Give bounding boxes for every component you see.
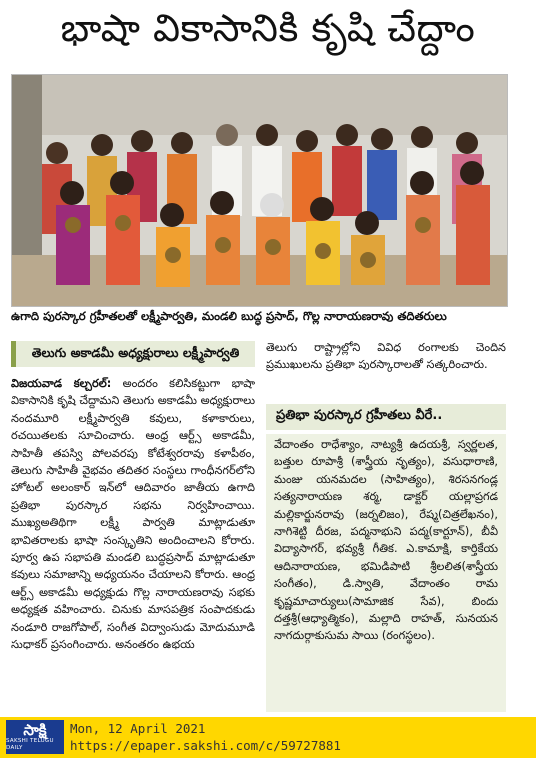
photo-caption: ఉగాది పురస్కార గ్రహీతలతో లక్ష్మీపార్వతి, మండలి బుద్ధ ప్రసాద్, గొల్ల నారాయణరావు తదితరులు <box>11 309 447 323</box>
epaper-link[interactable]: https://epaper.sakshi.com/c/59727881 <box>70 738 341 753</box>
logo-tagline: SAKSHI TELUGU DAILY <box>6 738 54 751</box>
publication-date: Mon, 12 April 2021 <box>70 721 206 736</box>
epaper-footer <box>0 717 536 758</box>
group-photo <box>11 74 508 307</box>
awardees-box-title: ప్రతిభా పురస్కార గ్రహీతలు వీరే.. <box>266 404 506 430</box>
awardees-list: వేదాంతం రాధేశ్యాం, నాట్యశ్రీ ఉదయశ్రీ, స్వర్ణలత, బత్తుల రూపాశ్రీ (శాస్త్రీయ నృత్యం), వసుధారాణి, మంజు యనమదల (సాహిత్యం), శిరసనగండ్ల సత్యనారాయణ శర్మ, డాక్టర్ యల్లాప్రగడ మల్లికార్జునరావు (జర్నలిజం), రేష్మ(చిత్రలేఖనం), నాగిశెట్టి దీరజ, పద్మనాభుని పద్మ(కార్టూన్), బీవీ విద్యాసాగర్, భవ్యశ్రీ గీతిక. ఎ.కామాక్షి, కార్తికేయ ఆదినారాయణ, భమిడిపాటి శ్రీలలిత(శాస్త్రీయ సంగీతం), డి.స్వాతి, వేదాంతం రామ కృష్ణమాచార్యులు(సామాజిక సేవ), బిందు దత్తశ్రీ(ఆధ్యాత్మికం), మల్లాది రాహత్, సునయన నాగదుర్గాకుసుమ సాయి (రంగస్థలం). <box>274 438 498 643</box>
body-text-col1: అందరం కలిసికట్టుగా భాషా వికాసానికి కృషి చేద్దామని తెలుగు అకాడమీ అధ్యక్షురాలు నందమూరి లక్ష్మీపార్వతి కవులు, కళాకారులు, రచయితలకు సూచించారు. ఆంధ్ర ఆర్ట్స్ అకాడమీ, సాహితీ తపస్వి పోలవరపు కోటేశ్వరరావు కళాపీఠం, తెలుగు సాహితీ వైభవం తదితర సంస్థలు గాంధీనగర్‌లోని హోటల్ అలంకార్ ఇన్‌లో ఆదివారం జాతీయ ఉగాది ప్రతిభా పురస్కార సభను నిర్వహించాయి. ముఖ్యఅతిథిగా లక్ష్మీ పార్వతి మాట్లాడుతూ భావితరాలకు భాషా సంస్కృతిని అందించాలని కోరారు. పూర్వ ఉప సభాపతి మండలి బుద్ధప్రసాద్ మాట్లాడుతూ కవులు సమాజాన్ని అధ్యయనం చేయాలని కోరారు. ఆంధ్ర ఆర్ట్స్ అకాడమీ అధ్యక్షుడు గొల్ల నారాయణరావు సభకు అధ్యక్షత వహించారు. చినుకు మాసపత్రిక సంపాదకుడు నండూరి రాజగోపాల్, సంగీత విద్వాంసుడు మోదుమూడి సుధాకర్ ప్రసంగించారు. అనంతరం ఉభయ <box>11 377 255 652</box>
article-body-column-1 <box>11 375 255 654</box>
article-body-column-2 <box>266 339 506 374</box>
logo-wordmark: సాక్షి <box>23 721 47 739</box>
dateline: విజయవాడ కల్చరల్: <box>11 377 112 390</box>
awardees-box <box>266 434 506 712</box>
body-text-col2: తెలుగు రాష్ట్రాల్లోని వివిధ రంగాలకు చెందిన ప్రముఖులను ప్రతిభా పురస్కారాలతో సత్కరించారు. <box>266 341 506 372</box>
article-headline: భాషా వికాసానికి కృషి చేద్దాం <box>60 6 476 50</box>
article-subheading: తెలుగు అకాడమీ అధ్యక్షురాలు లక్ష్మీపార్వతి <box>11 341 255 367</box>
sakshi-logo <box>6 720 64 754</box>
